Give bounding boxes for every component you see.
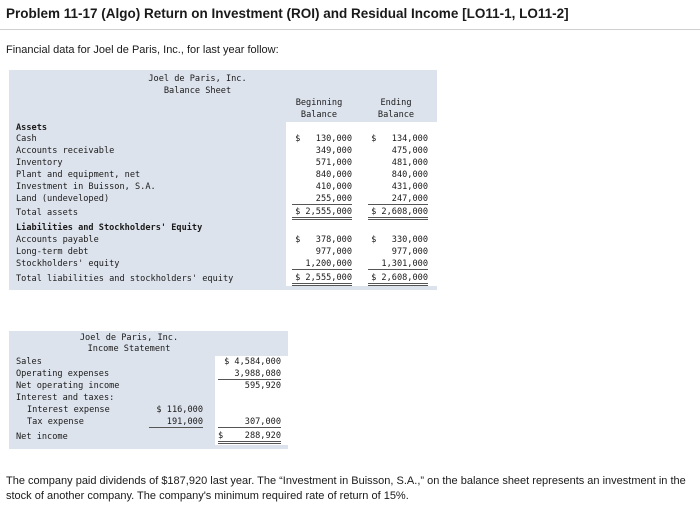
asset-end: 475,000 (391, 146, 428, 156)
title-divider (0, 29, 700, 30)
liability-end: 977,000 (391, 247, 428, 257)
asset-begin: $ 130,000 (295, 134, 352, 144)
footer-text: The company paid dividends of $187,920 last year. The “Investment in Buisson, S.A.,” on the balance sheet represents an investment in the stock of another company. The company's minimum required rate of return of 15%. (6, 475, 686, 502)
asset-label: Land (undeveloped) (16, 194, 110, 204)
bs-col-begin-1: Beginning (295, 98, 343, 108)
asset-begin: 571,000 (315, 158, 352, 168)
asset-label: Accounts receivable (16, 146, 115, 156)
asset-begin: 255,000 (292, 194, 352, 205)
assets-heading: Assets (16, 123, 48, 133)
opex-value: 3,988,080 (218, 369, 281, 380)
asset-end: 481,000 (391, 158, 428, 168)
liability-end: $ 330,000 (371, 235, 428, 245)
tax-label: Tax expense (27, 417, 84, 427)
bs-company: Joel de Paris, Inc. (148, 74, 247, 84)
interest-label: Interest expense (27, 405, 110, 415)
sales-label: Sales (16, 357, 42, 367)
total-liab-begin: $ 2,555,000 (292, 273, 352, 286)
income-statement (9, 331, 288, 449)
liability-label: Stockholders' equity (16, 259, 120, 269)
opex-label: Operating expenses (16, 369, 110, 379)
liabilities-heading: Liabilities and Stockholders' Equity (16, 223, 203, 233)
intro-text: Financial data for Joel de Paris, Inc., for last year follow: (6, 44, 279, 56)
total-liab-label: Total liabilities and stockholders' equity (16, 274, 234, 284)
tax-value: 191,000 (149, 417, 203, 428)
liability-label: Accounts payable (16, 235, 99, 245)
noi-label: Net operating income (16, 381, 120, 391)
bs-col-begin-2: Balance (300, 110, 338, 120)
asset-label: Inventory (16, 158, 63, 168)
net-income-label: Net income (16, 432, 68, 442)
interest-value: $ 116,000 (156, 405, 203, 415)
is-title: Income Statement (87, 344, 171, 354)
asset-end: 247,000 (368, 194, 428, 205)
liability-begin: 1,200,000 (292, 259, 352, 270)
asset-end: 431,000 (391, 182, 428, 192)
asset-end: 840,000 (391, 170, 428, 180)
interest-tax-total: 307,000 (218, 417, 281, 428)
liability-begin: 977,000 (315, 247, 352, 257)
asset-begin: 840,000 (315, 170, 352, 180)
interest-taxes-label: Interest and taxes: (16, 393, 115, 403)
total-assets-label: Total assets (16, 208, 79, 218)
total-assets-begin: $ 2,555,000 (292, 207, 352, 220)
bs-title: Balance Sheet (163, 86, 232, 96)
total-liab-end: $ 2,608,000 (368, 273, 428, 286)
liability-label: Long-term debt (16, 247, 89, 257)
liability-end: 1,301,000 (368, 259, 428, 270)
asset-label: Plant and equipment, net (16, 170, 141, 180)
asset-label: Cash (16, 134, 37, 144)
bs-col-end-1: Ending (380, 98, 412, 108)
is-company: Joel de Paris, Inc. (79, 333, 179, 343)
page-title: Problem 11-17 (Algo) Return on Investment (ROI) and Residual Income [LO11-1, LO11-2] (6, 6, 569, 21)
liability-begin: $ 378,000 (295, 235, 352, 245)
asset-label: Investment in Buisson, S.A. (16, 182, 156, 192)
balance-sheet (9, 70, 437, 290)
bs-col-end-2: Balance (377, 110, 415, 120)
net-income-value: 288,920 (218, 431, 281, 444)
asset-end: $ 134,000 (371, 134, 428, 144)
total-assets-end: $ 2,608,000 (368, 207, 428, 220)
asset-begin: 349,000 (315, 146, 352, 156)
sales-value: $ 4,584,000 (224, 357, 281, 367)
net-income-dollar: $ (218, 431, 224, 441)
asset-begin: 410,000 (315, 182, 352, 192)
noi-value: 595,920 (244, 381, 281, 391)
